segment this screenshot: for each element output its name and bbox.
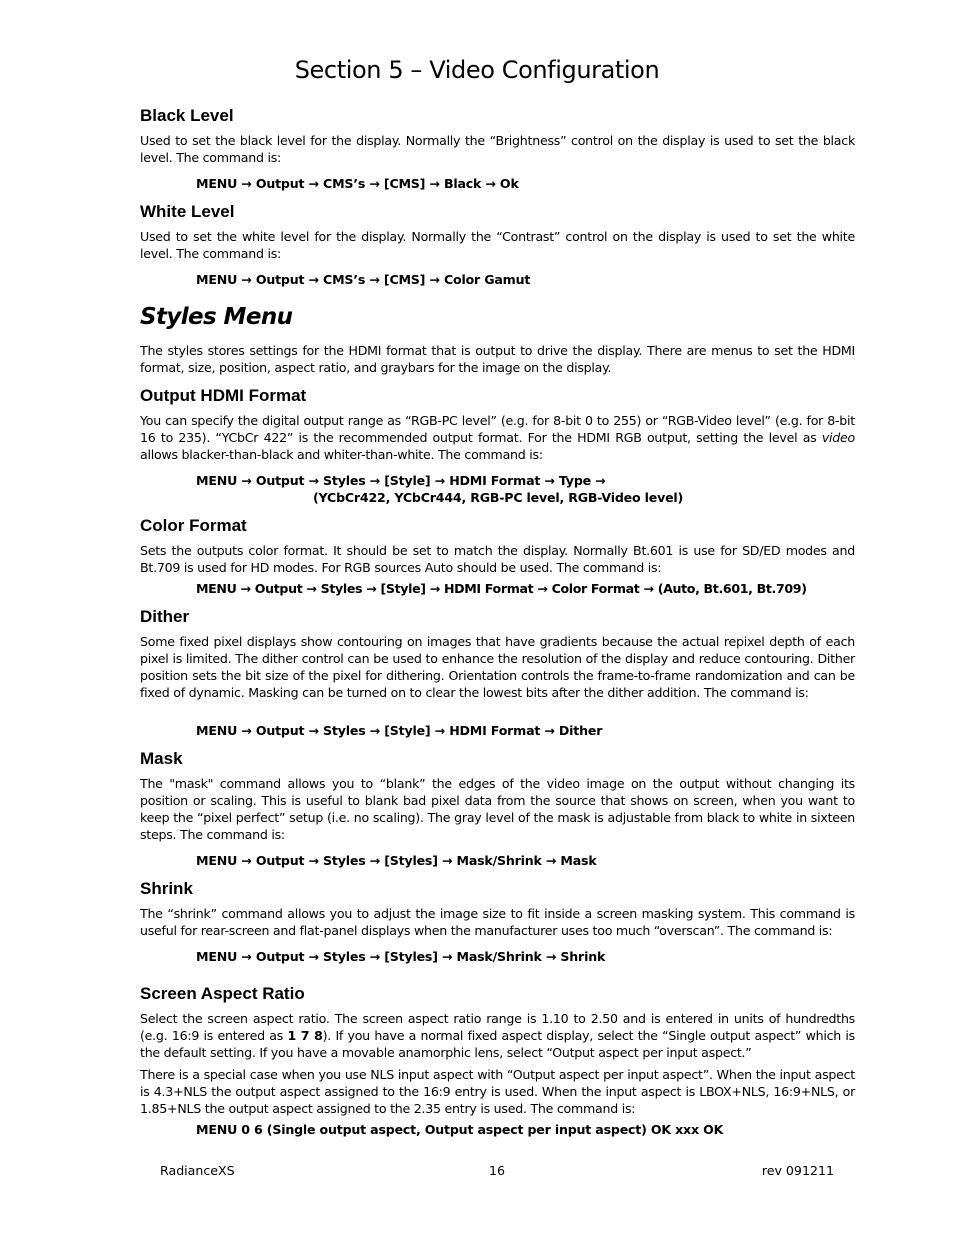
color-format-heading: Color Format	[140, 516, 247, 535]
output-hdmi-format-command-line1: MENU → Output → Styles → [Style] → HDMI Format → Type →	[196, 473, 606, 488]
dither-heading: Dither	[140, 607, 190, 626]
black-level-command: MENU → Output → CMS’s → [CMS] → Black → Ok	[196, 176, 519, 191]
white-level-command: MENU → Output → CMS’s → [CMS] → Color Gamut	[196, 272, 531, 287]
white-level-text: Used to set the white level for the display. Normally the “Contrast” control on the display is used to set the white level. The command is:	[140, 229, 855, 261]
footer-page-number: 16	[488, 1163, 506, 1178]
screen-aspect-ratio-command: MENU 0 6 (Single output aspect, Output aspect per input aspect) OK xxx OK	[196, 1122, 724, 1137]
styles-menu-heading: Styles Menu	[140, 304, 293, 330]
footer-product: RadianceXS	[160, 1163, 235, 1178]
mask-text: The "mask" command allows you to “blank” the edges of the video image on the output without changing its position or scaling. This is useful to blank bad pixel data from the source that shows on screen, when you want to keep the “pixel perfect” setup (i.e. no scaling). The gray level of the mask is adjustable from black to white in sixteen steps. The command is:	[140, 776, 855, 842]
output-hdmi-format-text-italic: video	[821, 430, 855, 445]
mask-heading: Mask	[140, 749, 183, 768]
output-hdmi-format-command-line2: (YCbCr422, YCbCr444, RGB-PC level, RGB-Video level)	[313, 490, 684, 505]
styles-menu-text: The styles stores settings for the HDMI format that is output to drive the display. There are menus to set the HDMI format, size, position, aspect ratio, and graybars for the image on the display.	[140, 343, 855, 375]
black-level-text: Used to set the black level for the display. Normally the “Brightness” control on the display is used to set the black level. The command is:	[140, 133, 855, 165]
dither-text: Some fixed pixel displays show contouring on images that have gradients because the actual repixel depth of each pixel is limited. The dither control can be used to enhance the resolution of the display and reduce contouring. Dither position sets the bit size of the pixel for dithering. Orientation controls the frame-to-frame randomization and can be fixed of dynamic. Masking can be turned on to clear the lowest bits after the dither addition. The command is:	[140, 634, 855, 700]
screen-aspect-ratio-text-1	[140, 1010, 855, 1061]
color-format-text: Sets the outputs color format. It should be set to match the display. Normally Bt.601 is use for SD/ED modes and Bt.709 is used for HD modes. For RGB sources Auto should be used. The command is:	[140, 543, 855, 575]
footer-revision: rev 091211	[761, 1163, 834, 1178]
output-hdmi-format-text-start: You can specify the digital output range as “RGB-PC level” (e.g. for 8-bit 0 to 255) or “RGB-Video level” (e.g. for 8-bit 16 to 235). “YCbCr 422” is the recommended output format. For the HDMI RGB output, setting the level as	[140, 413, 855, 445]
output-hdmi-format-heading: Output HDMI Format	[140, 386, 307, 405]
white-level-heading: White Level	[140, 202, 235, 221]
mask-command: MENU → Output → Styles → [Styles] → Mask/Shrink → Mask	[196, 853, 597, 868]
color-format-command: MENU → Output → Styles → [Style] → HDMI Format → Color Format → (Auto, Bt.601, Bt.709)	[196, 581, 807, 596]
screen-aspect-ratio-entry-example: 1 7 8	[287, 1028, 323, 1043]
shrink-heading: Shrink	[140, 879, 193, 898]
screen-aspect-ratio-text-1-start: Select the screen aspect ratio. The screen aspect ratio range is 1.10 to 2.50 and is entered in units of hundredths (e.g. 16:9 is entered as	[140, 1011, 855, 1043]
shrink-text: The “shrink” command allows you to adjust the image size to fit inside a screen masking system. This command is useful for rear-screen and flat-panel displays when the manufacturer uses too much “overscan”. The command is:	[140, 906, 855, 938]
output-hdmi-format-text	[140, 412, 855, 463]
screen-aspect-ratio-text-1-end: ). If you have a normal fixed aspect display, select the “Single output aspect” which is the default setting. If you have a movable anamorphic lens, select “Output aspect per input aspect.”	[140, 1028, 855, 1060]
page-title: Section 5 – Video Configuration	[294, 56, 660, 84]
output-hdmi-format-text-end: allows blacker-than-black and whiter-than-white. The command is:	[140, 447, 543, 462]
shrink-command: MENU → Output → Styles → [Styles] → Mask/Shrink → Shrink	[196, 949, 606, 964]
screen-aspect-ratio-heading: Screen Aspect Ratio	[140, 984, 305, 1003]
dither-command: MENU → Output → Styles → [Style] → HDMI Format → Dither	[196, 723, 603, 738]
screen-aspect-ratio-text-2: There is a special case when you use NLS input aspect with “Output aspect per input aspect”. When the input aspect is 4.3+NLS the output aspect assigned to the 16:9 entry is used. When the input aspect is LBOX+NLS, 16:9+NLS, or 1.85+NLS the output aspect assigned to the 2.35 entry is used. The command is:	[140, 1067, 855, 1116]
black-level-heading: Black Level	[140, 106, 234, 125]
